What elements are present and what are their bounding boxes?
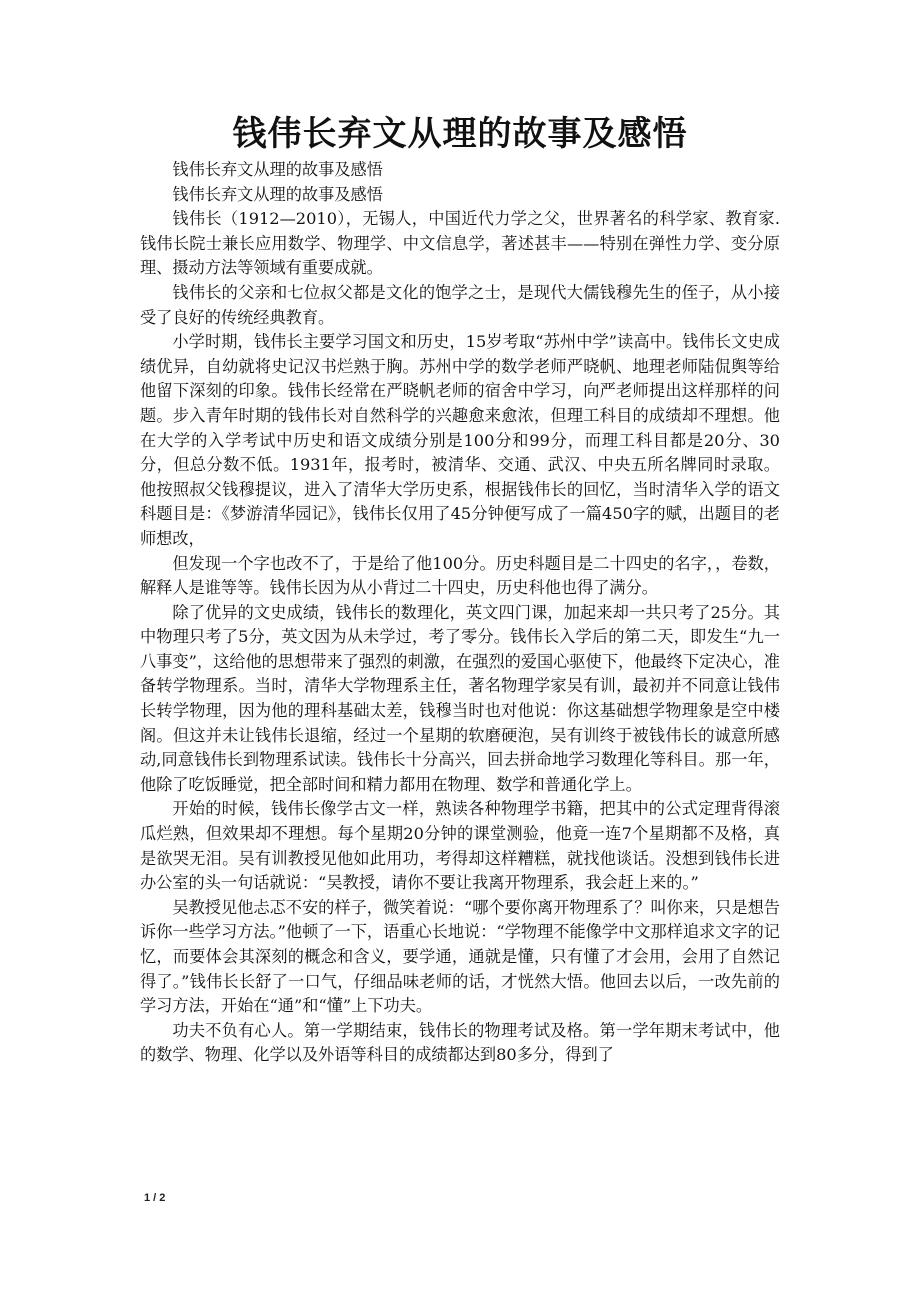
paragraph: 钱伟长弃文从理的故事及感悟: [172, 160, 383, 179]
page-number: 1 / 2: [144, 1192, 166, 1204]
paragraph: 小学时期，钱伟长主要学习国文和历史，15岁考取“苏州中学”读高中。钱伟长文史成绩优异，自幼就将史记汉书烂熟于胸。苏州中学的数学老师严晓帆、地理老师陆侃舆等给他留下深刻的印象。钱伟长经常在严晓帆老师的宿舍中学习，向严老师提出这样那样的问题。步入青年时期的钱伟长对自然科学的兴趣愈来愈浓，但理工科目的成绩却不理想。他在大学的入学考试中历史和语文成绩分别是100分和99分，而理工科目都是20分、30分，但总分数不低。1931年，报考时，被清华、交通、武汉、中央五所名牌同时录取。他按照叔父钱穆提议，进入了清华大学历史系，根据钱伟长的回忆，当时清华入学的语文科题目是：《梦游清华园记》，钱伟长仅用了45分钟便写成了一篇450字的赋，出题目的老师想改，: [140, 332, 780, 548]
paragraph: 功夫不负有心人。第一学期结束，钱伟长的物理考试及格。第一学年期末考试中，他的数学、物理、化学以及外语等科目的成绩都达到80多分，得到了: [140, 1020, 780, 1065]
paragraph: 钱伟长的父亲和七位叔父都是文化的饱学之士，是现代大儒钱穆先生的侄子，从小接受了良好的传统经典教育。: [140, 282, 780, 327]
document-title: 钱伟长弃文从理的故事及感悟: [232, 114, 688, 154]
paragraph: 吴教授见他忐忑不安的样子，微笑着说：“哪个要你离开物理系了？叫你来，只是想告诉你一些学习方法。”他顿了一下，语重心长地说：“学物理不能像学中文那样追求文字的记忆，而要体会其深刻的概念和含义，要学通，通就是懂，只有懂了才会用，会用了自然记得了。”钱伟长长舒了一口气，仔细品味老师的话，才恍然大悟。他回去以后，一改先前的学习方法，开始在“通”和“懂”上下功夫。: [140, 897, 780, 1016]
document-body: [140, 158, 780, 1068]
paragraph: 开始的时候，钱伟长像学古文一样，熟读各种物理学书籍，把其中的公式定理背得滚瓜烂熟，但效果却不理想。每个星期20分钟的课堂测验，他竟一连7个星期都不及格，真是欲哭无泪。吴有训教授见他如此用功，考得却这样糟糕，就找他谈话。没想到钱伟长进办公室的头一句话就说：“吴教授，请你不要让我离开物理系，我会赶上来的。”: [140, 799, 780, 893]
paragraph: 钱伟长（1912—2010），无锡人，中国近代力学之父，世界著名的科学家、教育家.钱伟长院士兼长应用数学、物理学、中文信息学，著述甚丰——特别在弹性力学、变分原理、摄动方法等领域有重要成就。: [140, 209, 780, 278]
paragraph: 除了优异的文史成绩，钱伟长的数理化，英文四门课，加起来却一共只考了25分。其中物理只考了5分，英文因为从未学过，考了零分。钱伟长入学后的第二天，即发生“九一八事变”，这给他的思想带来了强烈的刺激，在强烈的爱国心驱使下，他最终下定决心，准备转学物理系。当时，清华大学物理系主任，著名物理学家吴有训，最初并不同意让钱伟长转学物理，因为他的理科基础太差，钱穆当时也对他说：你这基础想学物理象是空中楼阁。但这并未让钱伟长退缩，经过一个星期的软磨硬泡，吴有训终于被钱伟长的诚意所感动,同意钱伟长到物理系试读。钱伟长十分高兴，回去拼命地学习数理化等科目。那一年，他除了吃饭睡觉，把全部时间和精力都用在物理、数学和普通化学上。: [140, 602, 780, 794]
paragraph: 但发现一个字也改不了，于是给了他100分。历史科题目是二十四史的名字，，卷数，解释人是谁等等。钱伟长因为从小背过二十四史，历史科他也得了满分。: [140, 553, 780, 598]
paragraph: 钱伟长弃文从理的故事及感悟: [172, 184, 383, 204]
